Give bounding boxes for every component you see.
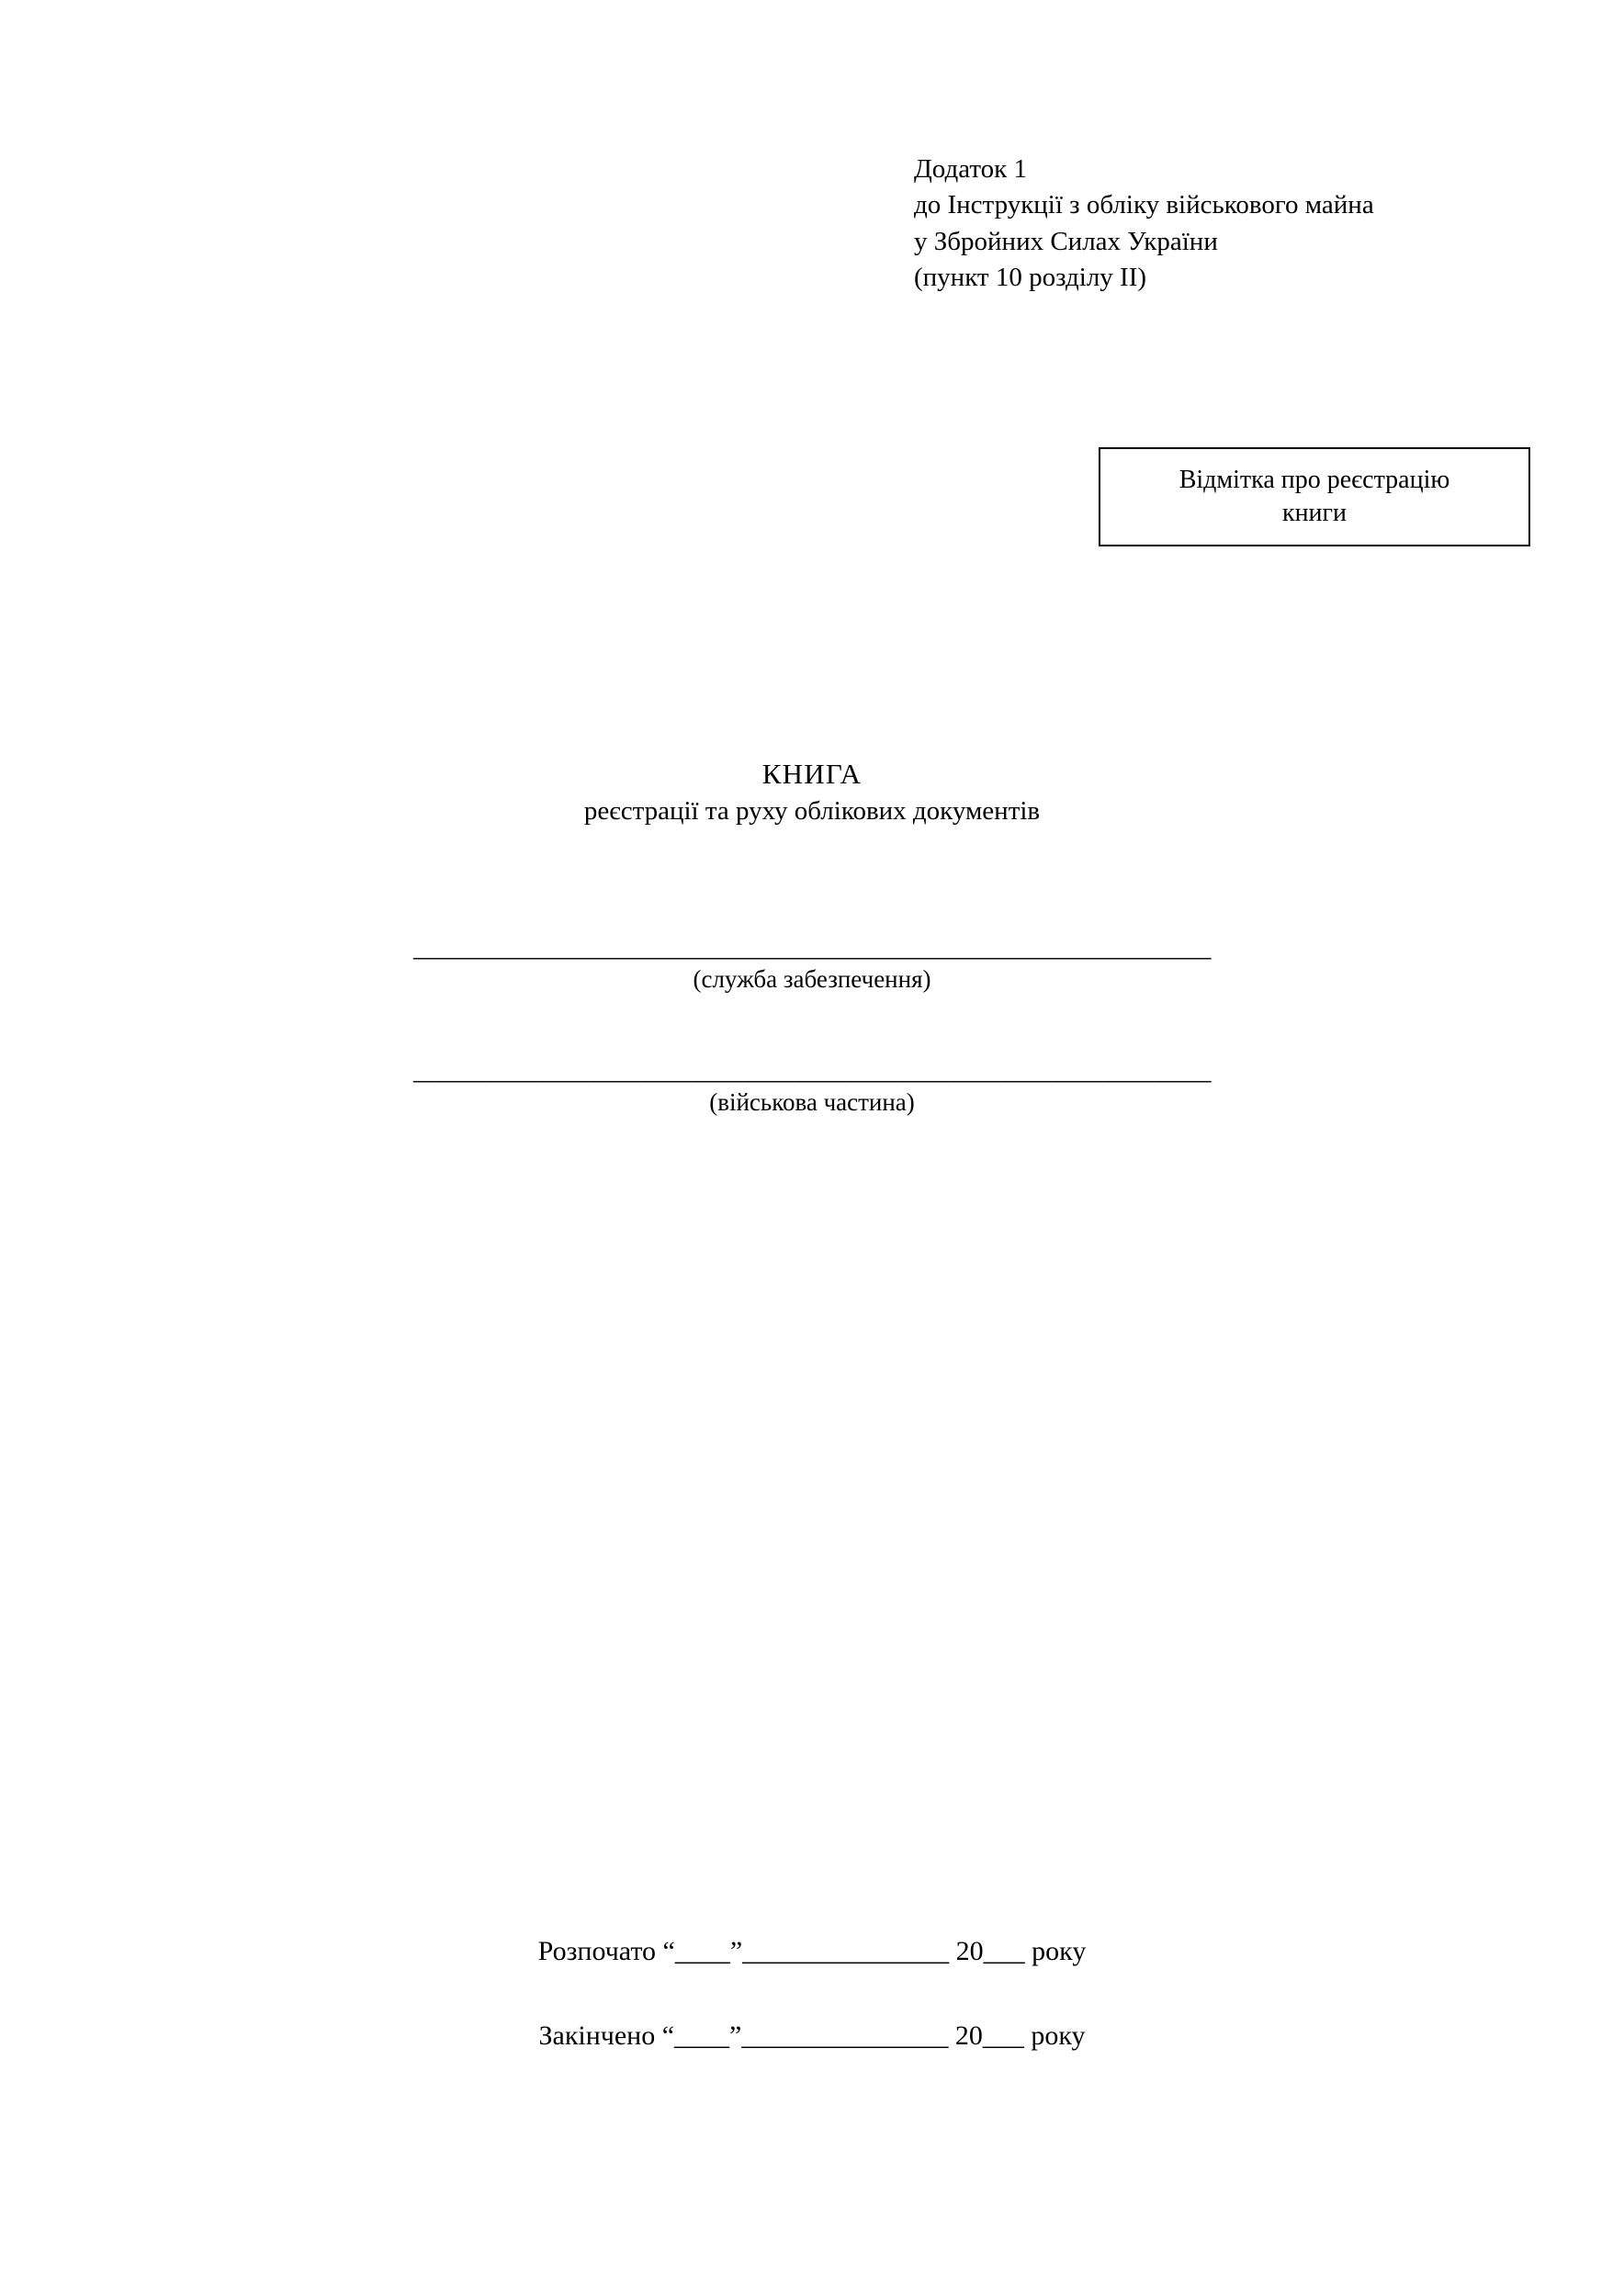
appendix-line-1: Додаток 1: [914, 154, 1027, 184]
stamp-line-1: Відмітка про реєстрацію: [1179, 465, 1450, 494]
field-military-unit-line[interactable]: ______________________________________________________________: [413, 1058, 1211, 1085]
page-title: КНИГА: [761, 758, 863, 790]
page-subtitle: реєстрації та руху облікових документів: [583, 796, 1041, 826]
footer-started-line[interactable]: Розпочато “____”_______________ 20___ року: [537, 1936, 1087, 1966]
field-service-unit: [0, 935, 1624, 994]
field-military-unit-caption: (військова частина): [709, 1088, 915, 1116]
appendix-reference: [914, 152, 1374, 297]
field-service-unit-caption: (служба забезпечення): [693, 965, 931, 993]
registration-stamp-box: [1099, 447, 1530, 546]
footer-finished-line[interactable]: Закінчено “____”_______________ 20___ року: [538, 2020, 1086, 2051]
appendix-line-4: (пункт 10 розділу II): [914, 263, 1147, 293]
field-military-unit: [0, 1058, 1624, 1117]
stamp-line-2: книги: [1281, 499, 1348, 527]
appendix-line-2: до Інструкції з обліку військового майна: [914, 190, 1374, 220]
document-title-block: [0, 758, 1624, 827]
document-footer: [0, 1936, 1624, 2052]
field-service-unit-line[interactable]: ______________________________________________________________: [413, 935, 1211, 962]
appendix-line-3: у Збройних Силах України: [914, 226, 1218, 256]
